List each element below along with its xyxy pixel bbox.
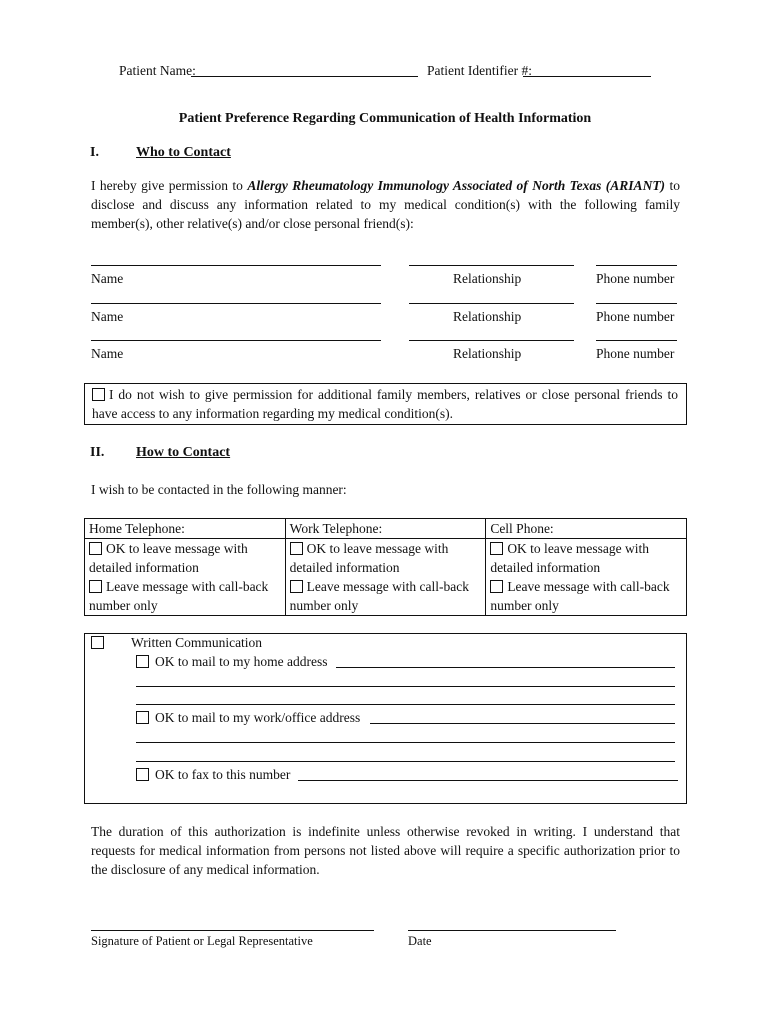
cell-detailed-checkbox[interactable] (490, 542, 503, 555)
signature-label: Signature of Patient or Legal Representative (91, 934, 313, 948)
relationship-field-2[interactable] (409, 303, 574, 304)
home-address-line-3[interactable] (136, 704, 675, 705)
name-label: Name (91, 309, 124, 324)
cell-detailed-label: OK to leave message with detailed information (490, 541, 650, 575)
section2-heading: How to Contact (136, 445, 231, 460)
patient-id-field[interactable] (523, 76, 651, 77)
name-label: Name (91, 346, 124, 361)
home-address-field[interactable] (336, 667, 675, 668)
mail-work-label: OK to mail to my work/office address (155, 710, 361, 725)
home-telephone-options (85, 539, 286, 616)
no-permission-box (84, 383, 687, 425)
home-address-line-2[interactable] (136, 686, 675, 687)
page-title: Patient Preference Regarding Communication of Health Information (178, 111, 592, 126)
signature-field[interactable] (91, 930, 374, 931)
relationship-label: Relationship (453, 309, 522, 324)
written-communication-checkbox[interactable] (91, 636, 104, 649)
intro-org: Allergy Rheumatology Immunology Associated of North Texas (ARIANT) (247, 178, 666, 193)
home-telephone-header: Home Telephone: (85, 519, 286, 539)
cell-phone-header: Cell Phone: (486, 519, 687, 539)
work-telephone-header: Work Telephone: (285, 519, 486, 539)
name-field-3[interactable] (91, 340, 381, 341)
written-communication-label: Written Communication (131, 635, 263, 650)
work-telephone-options (285, 539, 486, 616)
no-permission-text: I do not wish to give permission for additional family members, relatives or close personal friends to have access to any information regarding my medical condition(s). (92, 387, 678, 421)
home-callback-label: Leave message with call-back number only (89, 579, 269, 613)
mail-work-checkbox[interactable] (136, 711, 149, 724)
intro-suffix: to disclose and discuss any information related to my medical condition(s) with the following family member(s), other relative(s) and/or close personal friend(s): (91, 178, 680, 231)
work-detailed-label: OK to leave message with detailed information (289, 541, 449, 575)
phone-field-3[interactable] (596, 340, 677, 341)
relationship-label: Relationship (453, 346, 522, 361)
contact-method-table (84, 518, 687, 616)
no-permission-checkbox[interactable] (92, 388, 105, 401)
work-address-field[interactable] (370, 723, 675, 724)
home-detailed-label: OK to leave message with detailed information (89, 541, 248, 575)
section2-number: II. (90, 445, 105, 460)
section2-intro: I wish to be contacted in the following manner: (91, 482, 347, 497)
home-callback-checkbox[interactable] (89, 580, 102, 593)
work-callback-label: Leave message with call-back number only (289, 579, 469, 613)
name-field-1[interactable] (91, 265, 381, 266)
section1-number: I. (90, 145, 99, 160)
work-callback-checkbox[interactable] (290, 580, 303, 593)
mail-home-checkbox[interactable] (136, 655, 149, 668)
fax-number-field[interactable] (298, 780, 678, 781)
phone-field-1[interactable] (596, 265, 677, 266)
date-label: Date (408, 934, 432, 948)
phone-field-2[interactable] (596, 303, 677, 304)
phone-label: Phone number (596, 309, 675, 324)
work-detailed-checkbox[interactable] (290, 542, 303, 555)
phone-label: Phone number (596, 346, 675, 361)
cell-callback-checkbox[interactable] (490, 580, 503, 593)
section1-intro (91, 176, 680, 233)
cell-phone-options (486, 539, 687, 616)
patient-id-label: Patient Identifier #: (427, 63, 532, 78)
relationship-field-1[interactable] (409, 265, 574, 266)
mail-home-label: OK to mail to my home address (155, 654, 328, 669)
patient-name-field[interactable] (191, 76, 418, 77)
relationship-label: Relationship (453, 271, 522, 286)
cell-callback-label: Leave message with call-back number only (490, 579, 670, 613)
intro-prefix: I hereby give permission to (91, 178, 248, 193)
work-address-line-3[interactable] (136, 761, 675, 762)
patient-name-label: Patient Name: (119, 63, 196, 78)
home-detailed-checkbox[interactable] (89, 542, 102, 555)
work-address-line-2[interactable] (136, 742, 675, 743)
date-field[interactable] (408, 930, 616, 931)
phone-label: Phone number (596, 271, 675, 286)
section1-heading: Who to Contact (136, 145, 231, 160)
name-field-2[interactable] (91, 303, 381, 304)
fax-label: OK to fax to this number (155, 767, 291, 782)
duration-text: The duration of this authorization is indefinite unless otherwise revoked in writing. I understand that requests for medical information from persons not listed above will require a specific authorization prior to the disclosure of any medical information. (91, 824, 680, 877)
name-label: Name (91, 271, 124, 286)
fax-checkbox[interactable] (136, 768, 149, 781)
relationship-field-3[interactable] (409, 340, 574, 341)
